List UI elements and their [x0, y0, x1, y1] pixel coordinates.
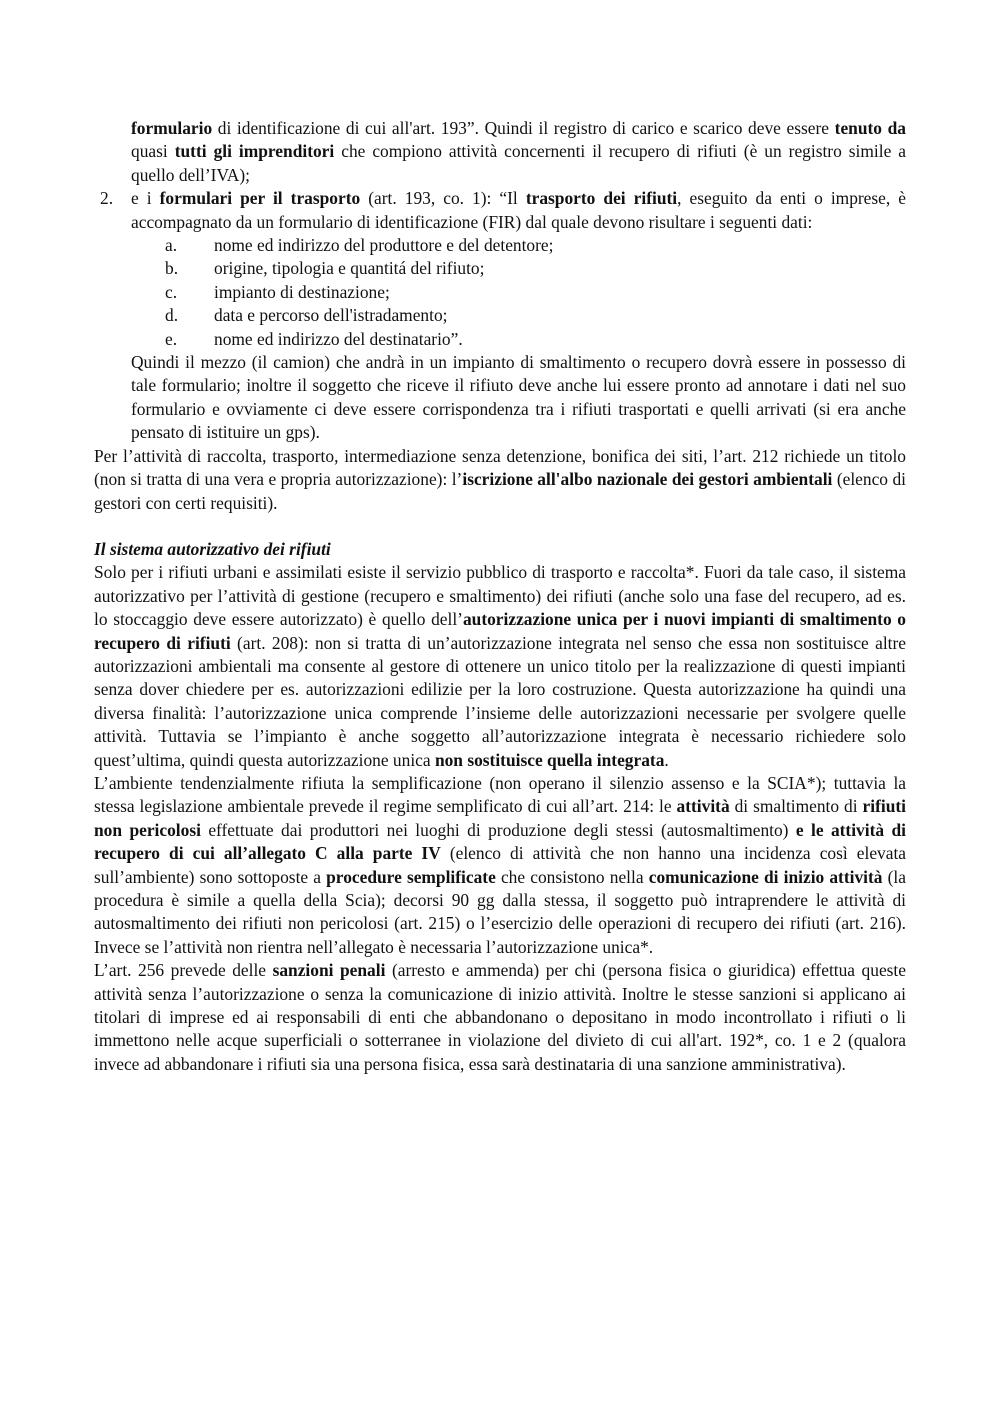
list-item-formulari [94, 187, 906, 234]
autorizzazione-paragraph: Solo per i rifiuti urbani e assimilati esiste il servizio pubblico di trasporto e raccolta*. Fuori da tale caso, il sistema autorizzativo per l’attività di gestione (recupero e smaltimento) dei rifiuti (anche solo una fase del recupero, ad es. lo stoccaggio deve essere autorizzato) è quello dell’autorizzazione unica per i nuovi impianti di smaltimento o recupero di rifiuti (art. 208): non si tratta di un’autorizzazione integrata nel senso che essa non sostituisce altre autorizzazioni ambientali ma consente al gestore di ottenere un unico titolo per la realizzazione di questi impianti senza dover chiedere per es. autorizzazioni edilizie per la loro costruzione. Questa autorizzazione ha quindi una diversa finalità: l’autorizzazione unica comprende l’insieme delle autorizzazioni necessarie per svolgere quelle attività. Tuttavia se l’impianto è anche soggetto all’autorizzazione integrata è necessario richiedere solo quest’ultima, quindi questa autorizzazione unica non sostituisce quella integrata. [94, 562, 907, 770]
list-item: e. nome ed indirizzo del destinatario”. [165, 328, 906, 351]
albo-paragraph: Per l’attività di raccolta, trasporto, intermediazione senza detenzione, bonifica dei siti, l’art. 212 richiede un titolo (non si tratta di una vera e propria autorizzazione): l’iscrizione all'albo nazionale dei gestori ambientali (elenco di gestori con certi requisiti). [94, 445, 906, 513]
bold-term: e le attività di recupero di cui all’allegato C alla parte IV [94, 819, 906, 864]
list-letter: a. [165, 235, 178, 256]
list-letter: d. [165, 305, 179, 326]
list-letter: b. [165, 258, 179, 279]
bold-term: autorizzazione unica per i nuovi impianti di smaltimento o recupero di rifiuti [94, 609, 906, 653]
bold-term: non sostituisce quella integrata [434, 749, 665, 770]
list-item: d. data e percorso dell'istradamento; [165, 304, 906, 327]
section-heading: Il sistema autorizzativo dei rifiuti [94, 538, 331, 559]
bold-term: trasporto dei rifiuti [525, 188, 678, 209]
quindi-paragraph: Quindi il mezzo (il camion) che andrà in un impianto di smaltimento o recupero dovrà essere in possesso di tale formulario; inoltre il soggetto che riceve il rifiuto deve anche lui essere pronto ad annotare i dati nel suo formulario e ovviamente ci deve essere corrispondenza tra i rifiuti trasportati e quelli arrivati (si era anche pensato di istituire un gps). [131, 352, 906, 443]
bold-term: comunicazione di inizio attività [648, 866, 883, 887]
list-item: c. impianto di destinazione; [165, 281, 906, 304]
list-letter: c. [165, 281, 178, 302]
bold-term: formulari per il trasporto [159, 188, 361, 209]
bold-term: rifiuti non pericolosi [94, 796, 906, 840]
bold-term: procedure semplificate [326, 866, 496, 887]
bold-term: attività [676, 796, 730, 817]
bold-term: iscrizione all'albo nazionale dei gestori ambientali [462, 469, 833, 490]
list-item: a. nome ed indirizzo del produttore e del detentore; [165, 234, 906, 257]
list-item: b. origine, tipologia e quantitá del rifiuto; [165, 257, 906, 280]
sanzioni-paragraph: L’art. 256 prevede delle sanzioni penali (arresto e ammenda) per chi (persona fisica o giuridica) effettua queste attività senza l’autorizzazione o senza la comunicazione di inizio attività. Inoltre le stesse sanzioni si applicano ai titolari di imprese ed ai responsabili di enti che abbandonano o depositano in modo incontrollato i rifiuti o li immettono nelle acque superficiali o sotterranee in violazione del divieto di cui all'art. 192*, co. 1 e 2 (qualora invece ad abbandonare i rifiuti sia una persona fisica, essa sarà destinataria di una sanzione amministrativa). [94, 960, 906, 1074]
registro-paragraph: formulario di identificazione di cui all'art. 193”. Quindi il registro di carico e scarico deve essere tenuto da quasi tutti gli imprenditori che compiono attività concernenti il recupero di rifiuti (è un registro simile a quello dell’IVA); [131, 118, 906, 185]
document-body [94, 117, 906, 1076]
list-item-text: e i formulari per il trasporto (art. 193, co. 1): “Il trasporto dei rifiuti, eseguito da enti o imprese, è accompagnato da un formulario di identificazione (FIR) dal quale devono risultare i seguenti dati: [131, 188, 906, 232]
semplificazione-paragraph: L’ambiente tendenzialmente rifiuta la semplificazione (non operano il silenzio assenso e la SCIA*); tuttavia la stessa legislazione ambientale prevede il regime semplificato di cui all’art. 214: le attività di smaltimento di rifiuti non pericolosi effettuate dai produttori nei luoghi di produzione degli stessi (autosmaltimento) e le attività di recupero di cui all’allegato C alla parte IV (elenco di attività che non hanno una incidenza così elevata sull’ambiente) sono sottoposte a procedure semplificate che consistono nella comunicazione di inizio attività (la procedura è simile a quella della Scia); decorsi 90 gg dalla stessa, il soggetto può intraprendere le attività di autosmaltimento dei rifiuti non pericolosi (art. 215) o l’esercizio delle operazioni di recupero dei rifiuti (art. 216). Invece se l’attività non rientra nell’allegato è necessaria l’autorizzazione unica*. [94, 772, 906, 957]
fir-data-list [165, 234, 906, 351]
list-number: 2. [100, 188, 114, 209]
bold-term: tenuto da [834, 118, 906, 138]
list-letter: e. [165, 328, 178, 349]
bold-term: tutti gli imprenditori [174, 141, 335, 162]
bold-term: sanzioni penali [272, 960, 386, 981]
bold-term: formulario [131, 118, 213, 138]
